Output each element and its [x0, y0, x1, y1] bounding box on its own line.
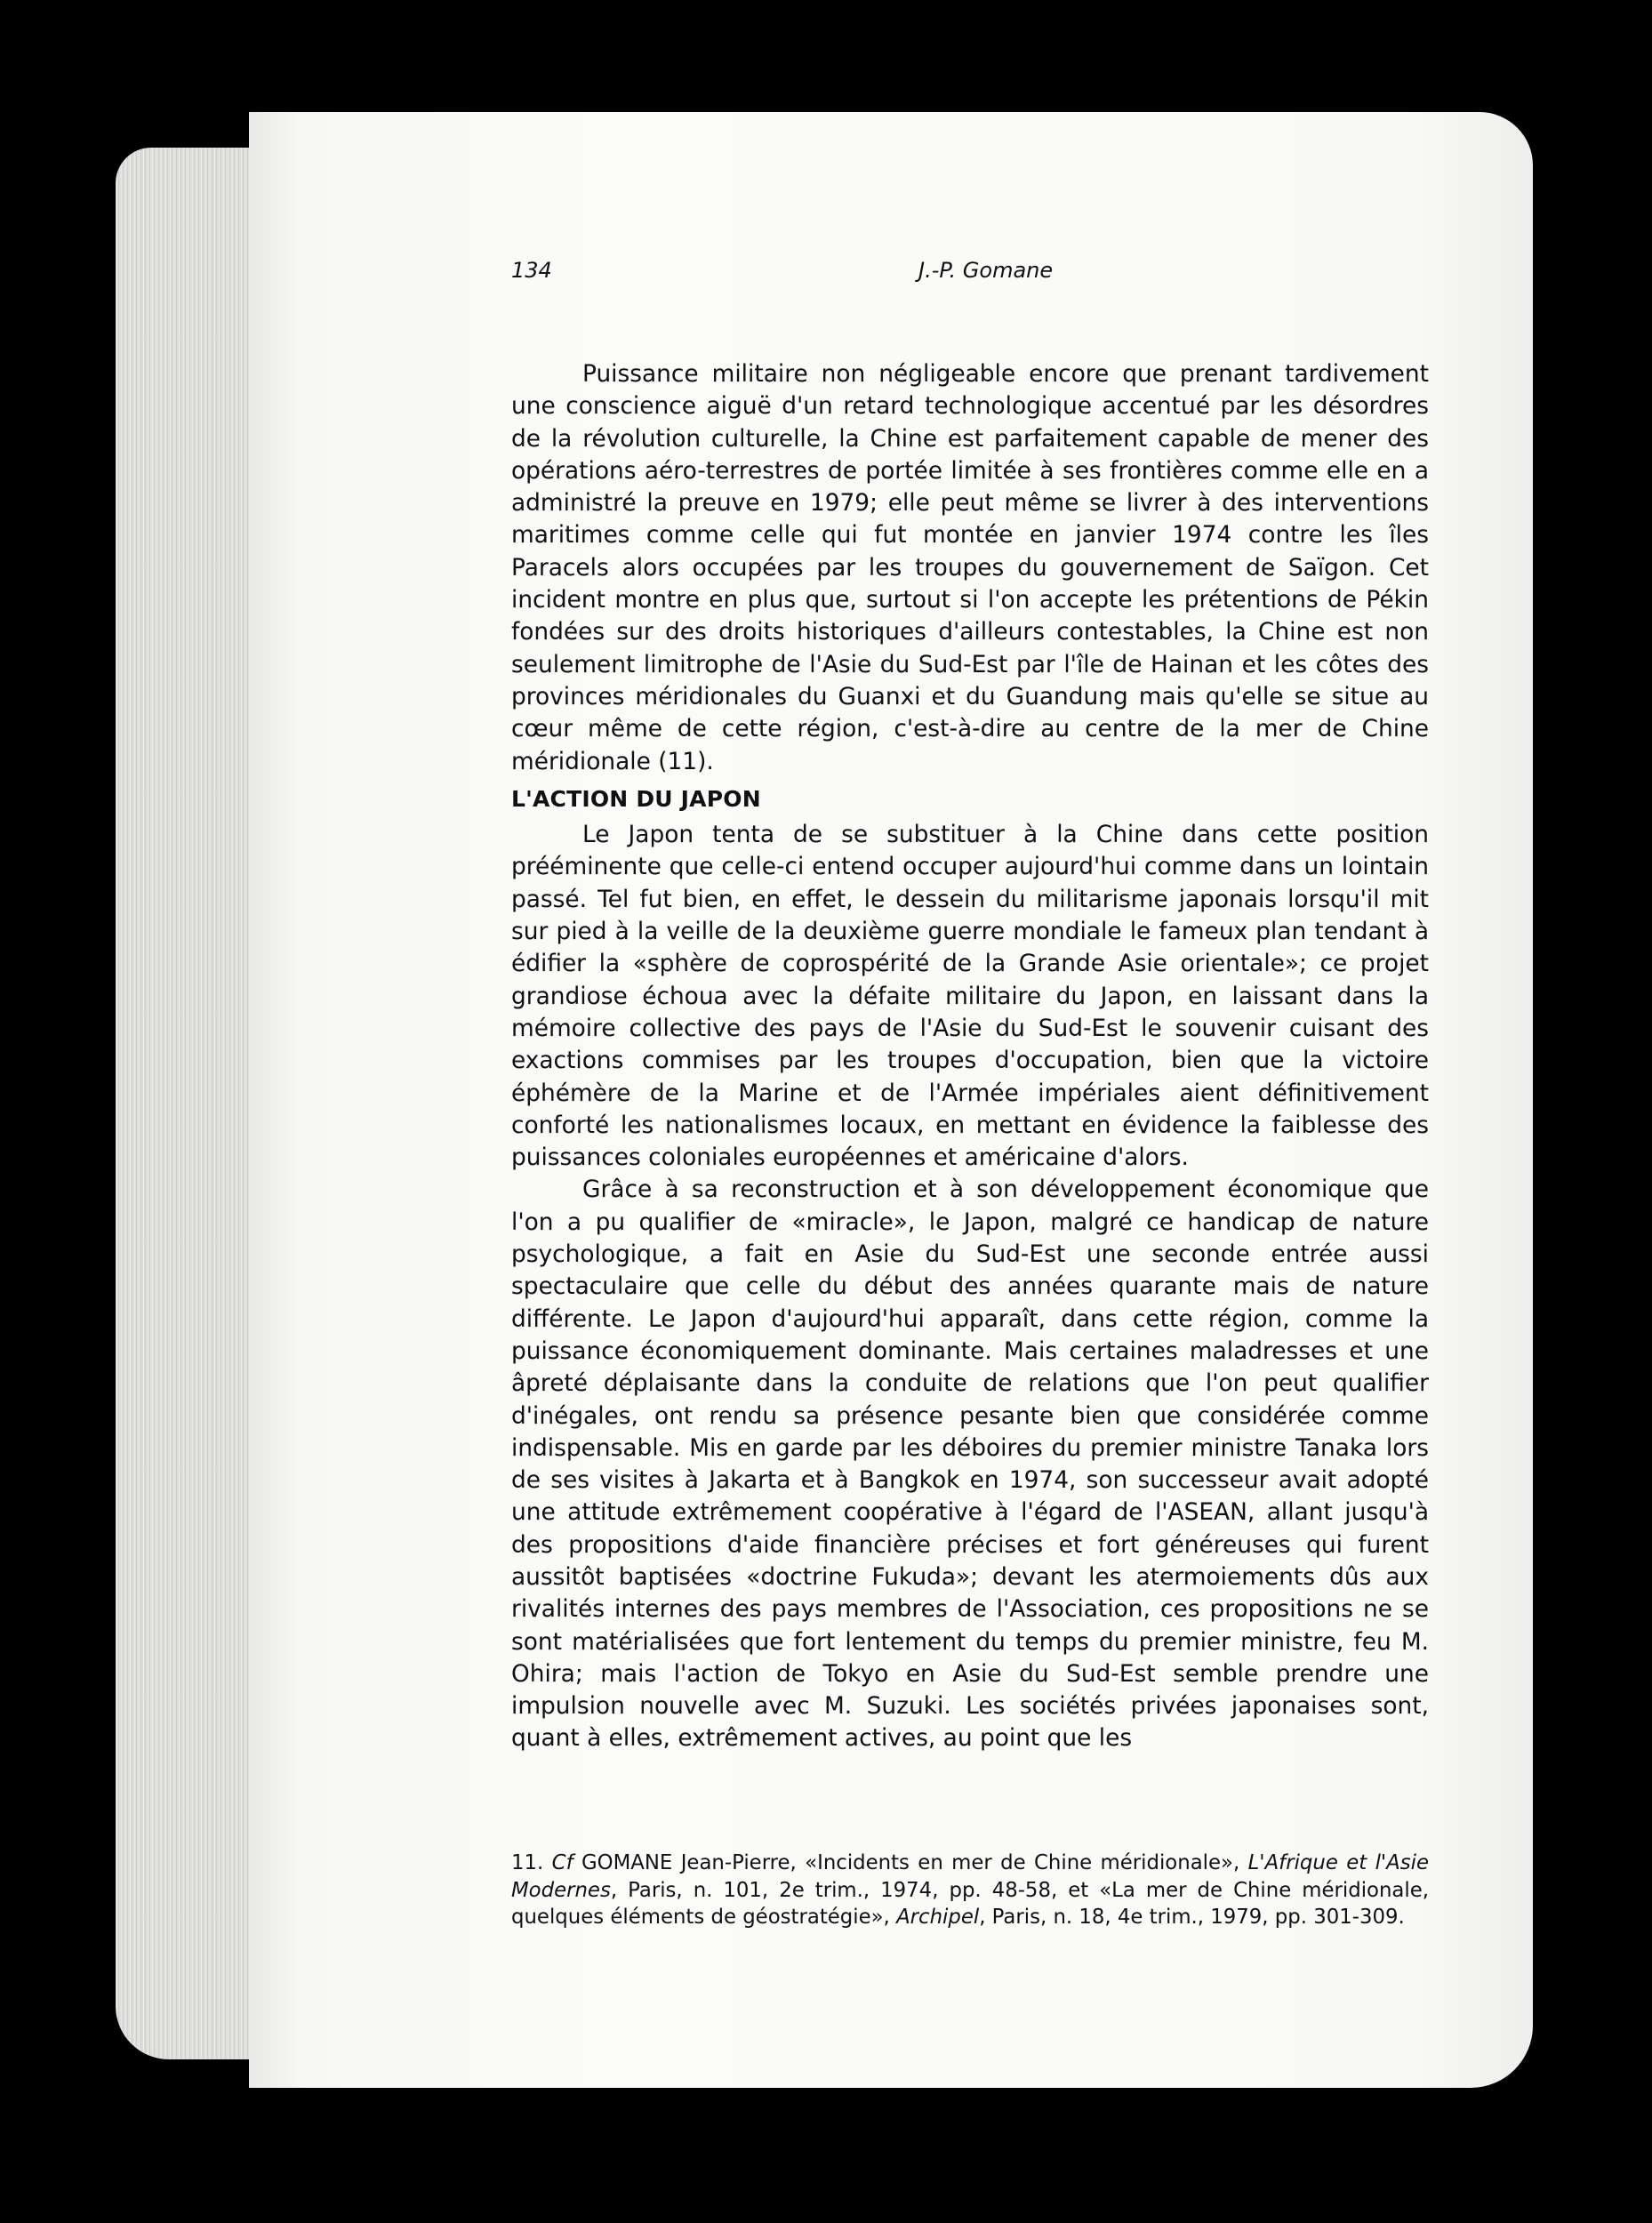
- paragraph: Puissance militaire non négligeable encore que prenant tardivement une conscience aiguë d'un retard technologique accentué par les désordres de la révolution culturelle, la Chine est parfaitement capable de mener des opérations aéro-terrestres de portée limitée à ses frontières comme elle en a administré la preuve en 1979; elle peut même se livrer à des interventions maritimes comme celle qui fut montée en janvier 1974 contre les îles Paracels alors occupées par les troupes du gouvernement de Saïgon. Cet incident montre en plus que, surtout si l'on accepte les prétentions de Pékin fondées sur des droits historiques d'ailleurs contestables, la Chine est non seulement limitrophe de l'Asie du Sud-Est par l'île de Hainan et les côtes des provinces méridionales du Guanxi et du Guandung mais qu'elle se situe au cœur même de cette région, c'est-à-dire au centre de la mer de Chine méridionale (11).: [511, 360, 1429, 775]
- page-number: 134: [511, 258, 552, 283]
- page-text: [511, 258, 1429, 1930]
- footnote-journal: L'Afrique et l'Asie Modernes: [511, 1851, 1429, 1902]
- section-heading: L'ACTION DU JAPON: [511, 785, 761, 812]
- footnote-journal: Archipel: [896, 1906, 980, 1930]
- paragraph: Le Japon tenta de se substituer à la Chine dans cette position prééminente que celle-ci entend occuper aujourd'hui comme dans un lointain passé. Tel fut bien, en effet, le dessein du militarisme japonais lorsqu'il mit sur pied à la veille de la deuxième guerre mondiale le fameux plan tendant à édifier la «sphère de coprospérité de la Grande Asie orientale»; ce projet grandiose échoua avec la défaite militaire du Japon, en laissant dans la mémoire collective des pays de l'Asie du Sud-Est le souvenir cuisant des exactions commises par les troupes d'occupation, bien que la victoire éphémère de la Marine et de l'Armée impériales aient définitivement conforté les nationalismes locaux, en mettant en évidence la faiblesse des puissances coloniales européennes et américaine d'alors.: [511, 821, 1429, 1172]
- footnotes: [511, 1850, 1429, 1931]
- footnote-number: 11.: [511, 1851, 544, 1874]
- footnote-cf: Cf: [551, 1851, 573, 1874]
- footnote-text: , Paris, n. 18, 4e trim., 1979, pp. 301-309.: [979, 1906, 1405, 1930]
- body-text: [511, 358, 1429, 1755]
- page-header: [511, 258, 1429, 293]
- footnote-text: , Paris, n. 101, 2e trim., 1974, pp. 48-58, et «La mer de Chine méridionale, quelques éléments de géostratégie»,: [511, 1878, 1429, 1930]
- running-head: J.-P. Gomane: [918, 258, 1054, 283]
- paragraph: Grâce à sa reconstruction et à son développement économique que l'on a pu qualifier de «miracle», le Japon, malgré ce handicap de nature psychologique, a fait en Asie du Sud-Est une seconde entrée aussi spectaculaire que celle du début des années quarante mais de nature différente. Le Japon d'aujourd'hui apparaît, dans cette région, comme la puissance économiquement dominante. Mais certaines maladresses et une âpreté déplaisante dans la conduite de relations que l'on peut qualifier d'inégales, ont rendu sa présence pesante bien que considérée comme indispensable. Mis en garde par les déboires du premier ministre Tanaka lors de ses visites à Jakarta et à Bangkok en 1974, son successeur avait adopté une attitude extrêmement coopérative à l'égard de l'ASEAN, allant jusqu'à des propositions d'aide financière précises et fort généreuses qui furent aussitôt baptisées «doctrine Fukuda»; devant les atermoiements dûs aux rivalités internes des pays membres de l'Association, ces propositions ne se sont matérialisées que fort lentement du temps du premier ministre, feu M. Ohira; mais l'action de Tokyo en Asie du Sud-Est semble prendre une impulsion nouvelle avec M. Suzuki. Les sociétés privées japonaises sont, quant à elles, extrêmement actives, au point que les: [511, 1176, 1429, 1753]
- footnote: [511, 1850, 1429, 1931]
- footnote-text: GOMANE Jean-Pierre, «Incidents en mer de Chine méridionale»,: [573, 1851, 1248, 1874]
